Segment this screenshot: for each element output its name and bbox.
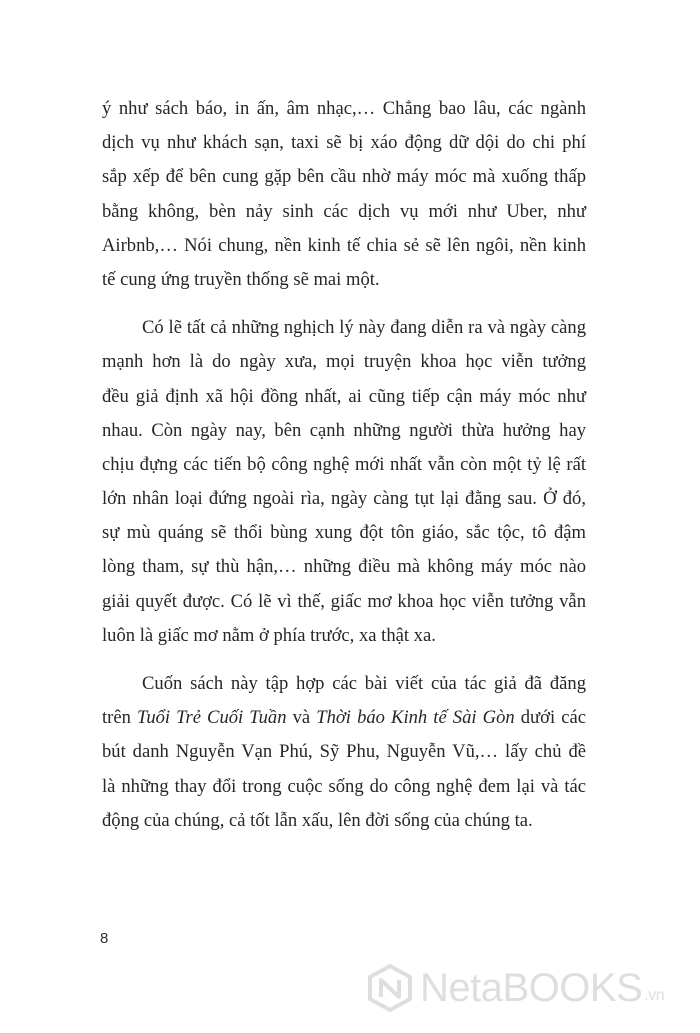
text-line: đều giả định xã hội đồng nhất, ai cũng tiếp cận máy móc như — [102, 385, 586, 407]
text-run: trên — [102, 707, 137, 729]
text-run: dưới các — [514, 707, 586, 729]
publication-title: Tuổi Trẻ Cuối Tuần — [137, 707, 287, 729]
watermark — [366, 960, 664, 1016]
paragraph-2 — [102, 311, 586, 653]
paragraph-3 — [102, 667, 586, 838]
text-line: động của chúng, cả tốt lẫn xấu, lên đời sống của chúng ta. — [102, 809, 533, 831]
text-line: Airbnb,… Nói chung, nền kinh tế chia sẻ sẽ lên ngôi, nền kinh — [102, 234, 586, 256]
text-line: luôn là giấc mơ nằm ở phía trước, xa thật xa. — [102, 624, 436, 646]
body-text — [102, 92, 586, 838]
watermark-text — [420, 966, 664, 1011]
text-line: tế cung ứng truyền thống sẽ mai một. — [102, 268, 380, 290]
text-line: Có lẽ tất cả những nghịch lý này đang diễn ra và ngày càng — [142, 317, 586, 339]
publication-title: Thời báo Kinh tế Sài Gòn — [316, 707, 515, 729]
text-line: sự mù quáng sẽ thổi bùng xung đột tôn giáo, sắc tộc, tô đậm — [102, 522, 586, 544]
text-line — [102, 701, 586, 735]
paragraph-gap — [102, 297, 586, 311]
text-line: bằng không, bèn nảy sinh các dịch vụ mới như Uber, như — [102, 200, 586, 222]
text-line: dịch vụ như khách sạn, taxi sẽ bị xáo động dữ dội do chi phí — [102, 132, 586, 154]
text-line: ý như sách báo, in ấn, âm nhạc,… Chẳng bao lâu, các ngành — [102, 98, 586, 119]
netabooks-logo-icon — [366, 964, 414, 1012]
text-line: là những thay đổi trong cuộc sống do công nghệ đem lại và tác — [102, 775, 586, 797]
text-line: nhau. Còn ngày nay, bên cạnh những người thừa hưởng hay — [102, 419, 586, 441]
watermark-suffix: .vn — [644, 986, 665, 1004]
text-line: mạnh hơn là do ngày xưa, mọi truyện khoa học viễn tưởng — [102, 351, 586, 373]
text-line: chịu đựng các tiến bộ công nghệ mới nhất vẫn còn một tỷ lệ rất — [102, 453, 586, 475]
paragraph-gap — [102, 653, 586, 667]
paragraph-1 — [102, 92, 586, 297]
text-line: sắp xếp để bên cung gặp bên cầu nhờ máy móc mà xuống thấp — [102, 166, 586, 188]
text-run: và — [286, 707, 317, 729]
text-line: giải quyết được. Có lẽ vì thế, giấc mơ khoa học viễn tưởng vẫn — [102, 590, 586, 612]
page-number: 8 — [100, 930, 109, 947]
watermark-brand: NetaBOOKS — [420, 965, 643, 1010]
text-line: bút danh Nguyễn Vạn Phú, Sỹ Phu, Nguyễn Vũ,… lấy chủ đề — [102, 741, 586, 763]
text-line: Cuốn sách này tập hợp các bài viết của tác giả đã đăng — [142, 673, 586, 694]
text-line: lớn nhân loại đứng ngoài rìa, ngày càng tụt lại đằng sau. Ở đó, — [102, 488, 586, 510]
text-line: lòng tham, sự thù hận,… những điều mà không máy móc nào — [102, 556, 586, 578]
